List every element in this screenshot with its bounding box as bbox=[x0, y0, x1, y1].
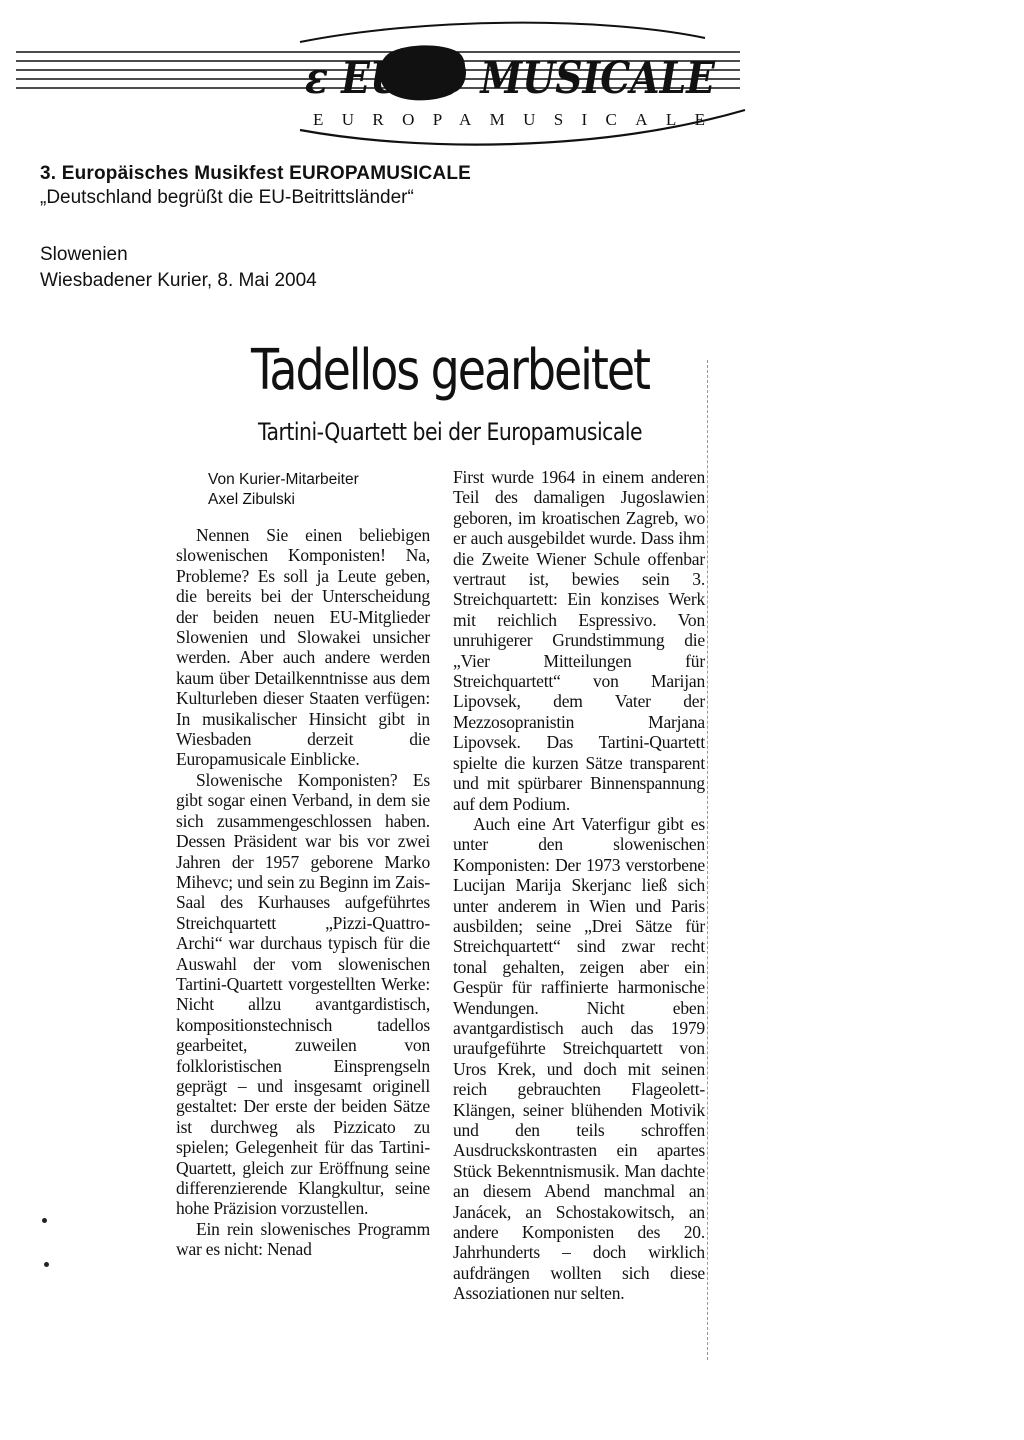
article-column-1 bbox=[176, 525, 430, 1260]
article-byline bbox=[208, 470, 359, 510]
festival-motto: „Deutschland begrüßt die EU-Beitrittsländer“ bbox=[40, 187, 414, 208]
logo-script-text: ε EURO MUSICALE bbox=[305, 53, 717, 104]
article-headline: Tadellos gearbeitet bbox=[250, 338, 650, 403]
byline-role: Von Kurier-Mitarbeiter bbox=[208, 471, 359, 488]
column-cut-line bbox=[707, 360, 708, 1360]
source-country: Slowenien bbox=[40, 244, 128, 265]
article-column-2 bbox=[453, 467, 705, 1304]
paragraph: Slowenische Komponisten? Es gibt sogar einen Verband, in dem sie sich zusammengeschlossen haben. Dessen Präsident war bis vor zwei Jahren der 1957 geborene Marko Mihevc; und sein zu Beginn im Zais-Saal des Kurhauses aufgeführtes Streichquartett „Pizzi-Quattro-Archi“ war durchaus typisch für die Auswahl der vom slowenischen Tartini-Quartett vorgestellten Werke: Nicht allzu avantgardistisch, kompositionstechnisch tadellos gearbeitet, zuweilen von folkloristischen Einsprengseln geprägt – und insgesamt originell gestaltet: Der erste der beiden Sätze ist durchweg als Pizzicato zu spielen; Gelegenheit für das Tartini-Quartett, gleich zur Eröffnung seine differenzierende Klangkultur, seine hohe Präzision vorzustellen. bbox=[176, 769, 430, 1219]
source-info bbox=[40, 242, 317, 294]
paragraph: Ein rein slowenisches Programm war es nicht: Nenad bbox=[176, 1218, 430, 1260]
margin-dot bbox=[42, 1218, 47, 1223]
paragraph: Nennen Sie einen beliebigen slowenischen Komponisten! Na, Probleme? Es soll ja Leute geben, die bereits bei der Unterscheidung der beiden neuen EU-Mitglieder Slowenien und Slowakei unsicher werden. Aber auch andere werden kaum über Detailkenntnisse aus dem Kulturleben dieser Staaten verfügen: In musikalischer Hinsicht gibt in Wiesbaden derzeit die Europamusicale Einblicke. bbox=[176, 525, 430, 770]
festival-header bbox=[40, 163, 471, 209]
article-subheadline: Tartini-Quartett bei der Europamusicale bbox=[257, 418, 643, 446]
paragraph: First wurde 1964 in einem anderen Teil des damaligen Jugoslawien geboren, im kroatischen Zagreb, wo er auch ausgebildet wurde. Dass ihm die Zweite Wiener Schule offenbar vertraut ist, bewies sein 3. Streichquartett: Ein konzises Werk mit reichlich Espressivo. Von unruhigerer Grundstimmung die „Vier Mitteilungen für Streichquartett“ von Marijan Lipovsek, dem Vater der Mezzosopranistin Marjana Lipovsek. Das Tartini-Quartett spielte die kurzen Sätze transparent und mit spürbarer Binnenspannung auf dem Podium. bbox=[453, 467, 705, 814]
margin-dot bbox=[44, 1262, 49, 1267]
paragraph: Auch eine Art Vaterfigur gibt es unter den slowenischen Komponisten: Der 1973 verstorbene Lucijan Marija Skerjanc ließ sich unter anderem in Wien und Paris ausbilden; seine „Drei Sätze für Streichquartett“ sind zwar recht tonal gehalten, zeigen aber ein Gespür für raffinierte harmonische Wendungen. Nicht eben avantgardistisch auch das 1979 uraufgeführte Streichquartett von Uros Krek, und doch mit seinen reich gebrauchten Flageolett-Klängen, seiner blühenden Motivik und den teils schroffen Ausdruckskontrasten ein apartes Stück Bekenntnismusik. Man dachte an diesem Abend manchmal an Janácek, an Schostakowitsch, an andere Komponisten des 20. Jahrhunderts – doch wirklich aufdrängen wollten sich diese Assoziationen nur selten. bbox=[453, 813, 705, 1304]
europamusicale-logo bbox=[0, 0, 1024, 160]
byline-author: Axel Zibulski bbox=[208, 491, 295, 508]
logo-wordmark: EUROPAMUSICALE bbox=[313, 110, 705, 129]
source-publication: Wiesbadener Kurier, 8. Mai 2004 bbox=[40, 270, 317, 291]
festival-title: 3. Europäisches Musikfest EUROPAMUSICALE bbox=[40, 163, 472, 184]
